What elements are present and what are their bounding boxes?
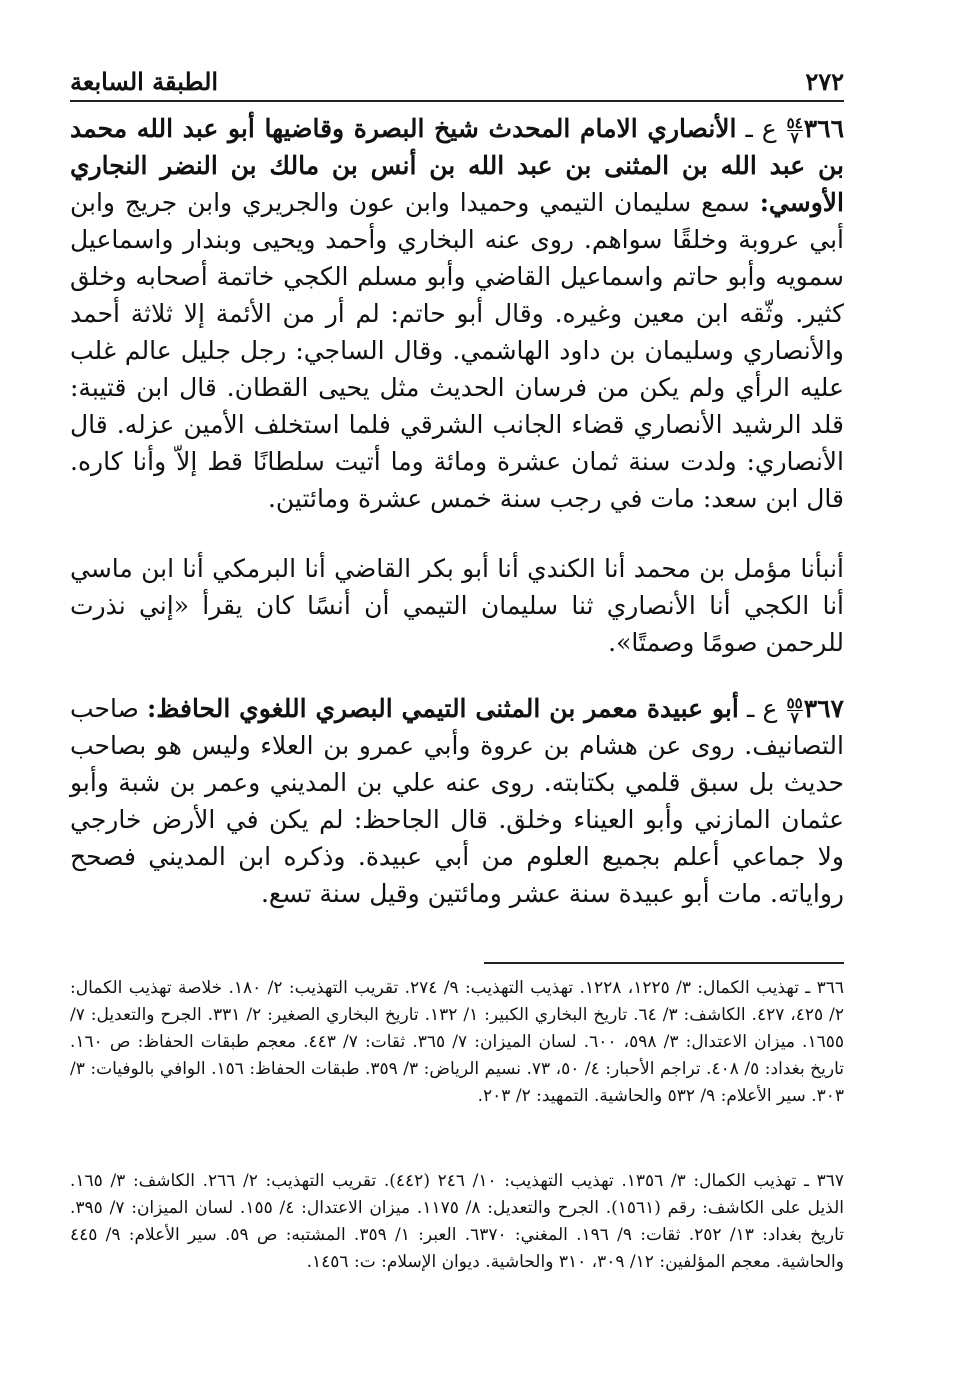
entry-367	[70, 690, 844, 912]
page-number: ٢٧٢	[805, 67, 844, 96]
entry-title: أبو عبيدة معمر بن المثنى التيمي البصري اللغوي الحافظ:	[147, 694, 739, 723]
entry-number: ٣٦٦	[803, 114, 845, 143]
page-header	[70, 52, 844, 96]
entry-fraction: $\frac{٥٥}{٧}$	[786, 694, 803, 727]
header-rule	[70, 100, 844, 102]
entry-366	[70, 110, 844, 517]
entry-mark: ع ـ	[745, 114, 777, 143]
isnad-paragraph: أنبأنا مؤمل بن محمد أنا الكندي أنا أبو بكر القاضي أنا البرمكي أنا ابن ماسي أنا الكجي أنا الأنصاري ثنا سليمان التيمي أن أنسًا كان يقرأ «إني نذرت للرحمن صومًا وصمتًا».	[70, 554, 844, 657]
footnote-367: ٣٦٧ ـ تهذيب الكمال: ٣/ ١٣٥٦. تهذيب التهذيب: ١٠/ ٢٤٦ (٤٤٢). تقريب التهذيب: ٢/ ٢٦٦. الكاشف: ٣/ ١٦٥. الذيل على الكاشف: رقم (١٥٦١). الجرح والتعديل: ٨/ ١١٧٥. ميزان الاعتدال: ٤/ ١٥٥. لسان الميزان: ٧/ ٣٩٥. تاريخ بغداد: ١٣/ ٢٥٢. ثقات: ٩/ ١٩٦. المغني: ٦٣٧٠. العبر: ١/ ٣٥٩. المشتبه: ص ٥٩. سير الأعلام: ٩/ ٤٤٥ والحاشية. معجم المؤلفين: ١٢/ ٣٠٩، ٣١٠ والحاشية. ديوان الإسلام: ت: ١٤٥٦.	[70, 1171, 845, 1272]
footnote-rule	[484, 962, 844, 964]
running-title: الطبقة السابعة	[70, 67, 219, 96]
footnote-366: ٣٦٦ ـ تهذيب الكمال: ٣/ ١٢٢٥، ١٢٢٨. تهذيب التهذيب: ٩/ ٢٧٤. تقريب التهذيب: ٢/ ١٨٠. خلاصة تهذيب الكمال: ٢/ ٤٢٥، ٤٢٧. الكاشف: ٣/ ٦٤. تاريخ البخاري الكبير: ١/ ١٣٢. تاريخ البخاري الصغير: ٢/ ٣٣١. الجرح والتعديل: ٧/ ١٦٥٥. ميزان الاعتدال: ٣/ ٥٩٨، ٦٠٠. لسان الميزان: ٧/ ٣٦٥. ثقات: ٧/ ٤٤٣. معجم طبقات الحفاظ: ص ١٦٠. تاريخ بغداد: ٥/ ٤٠٨. تراجم الأحبار: ٤/ ٥٠، ٧٣. نسيم الرياض: ٣/ ٣٥٩. طبقات الحفاظ: ١٥٦. الوافي بالوفيات: ٣/ ٣٠٣. سير الأعلام: ٩/ ٥٣٢ والحاشية. التمهيد: ٢/ ٢٠٣.	[70, 978, 844, 1106]
entry-mark: ع ـ	[746, 694, 778, 723]
entry-fraction: $\frac{٥٤}{٧}$	[786, 114, 803, 147]
entry-title: الأنصاري الامام المحدث شيخ البصرة وقاضيها أبو عبد الله محمد بن عبد الله بن المثنى بن عبد الله بن أنس بن مالك بن النضر النجاري الأوسي:	[70, 114, 844, 217]
entry-body: صاحب التصانيف. روى عن هشام بن عروة وأبي عمرو بن العلاء وليس هو بصاحب حديث بل سبق قلمي بكتابته. روى عنه علي بن المديني وعمر بن شبة وأبو عثمان المازني وأبو العيناء وخلق. قال الجاحظ: لم يكن في الأرض خارجي ولا جماعي أعلم بجميع العلوم من أبي عبيدة. وذكره ابن المديني فصحح رواياته. مات أبو عبيدة سنة عشر ومائتين وقيل سنة تسع.	[70, 694, 844, 908]
entry-number: ٣٦٧	[803, 694, 844, 723]
entry-body: سمع سليمان التيمي وحميدا وابن عون والجريري وابن جريج وابن أبي عروبة وخلقًا سواهم. روى عنه البخاري وأحمد ويحيى وبندار واسماعيل سمويه وأبو حاتم واسماعيل القاضي وأبو مسلم الكجي خاتمة أصحابه وخلق كثير. وثّقه ابن معين وغيره. وقال أبو حاتم: لم أر من الأئمة إلا ثلاثة أحمد والأنصاري وسليمان بن داود الهاشمي. وقال الساجي: رجل جليل عالم غلب عليه الرأي ولم يكن من فرسان الحديث مثل يحيى القطان. قال ابن قتيبة: قلد الرشيد الأنصاري قضاء الجانب الشرقي فلما استخلف الأمين عزله. قال الأنصاري: ولدت سنة ثمان عشرة ومائة وما أتيت سلطانًا قط إلاّ وأنا كاره. قال ابن سعد: مات في رجب سنة خمس عشرة ومائتين.	[70, 188, 844, 513]
